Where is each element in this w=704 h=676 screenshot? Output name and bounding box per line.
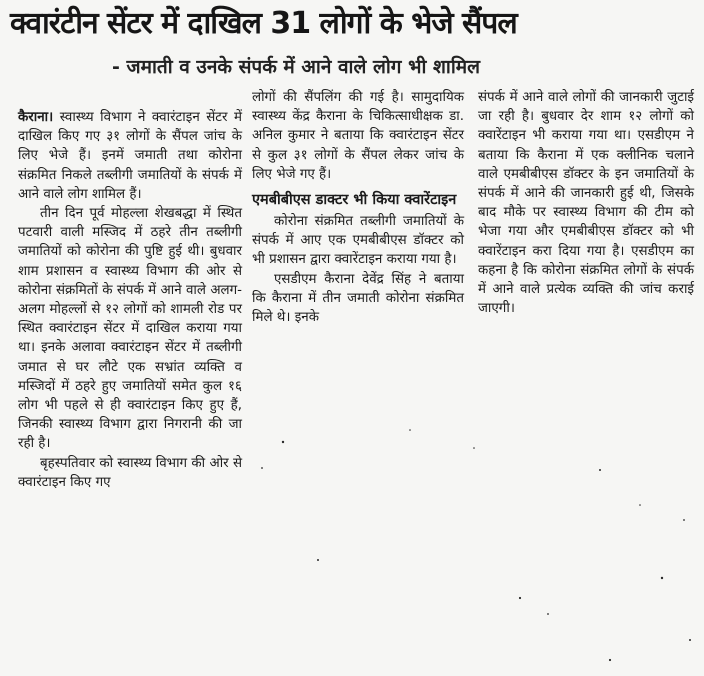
paragraph: एसडीएम कैराना देवेंद्र सिंह ने बताया कि कैराना में तीन जमाती कोरोना संक्रमित मिले थे। इनके [252,271,464,326]
article-column-1 [18,108,242,492]
headline: क्वारंटीन सेंटर में दाखिल 31 लोगों के भेजे सैंपल [10,6,517,41]
article-column-3 [478,88,694,318]
paragraph: कोरोना संक्रमित तब्लीगी जमातियों के संपर्क में आए एक एमबीबीएस डॉक्टर को भी प्रशासन द्वारा क्वारेंटाइन कराया गया है। [252,214,464,268]
paragraph: लोगों की सैंपलिंग की गई है। सामुदायिक स्वास्थ्य केंद्र कैराना के चिकित्साधीक्षक डा. अनिल कुमार ने बताया कि क्वारंटाइन सेंटर से कुल ३१ लोगों के सैंपल लेकर जांच के लिए भेजे गए हैं। [252,90,464,182]
paragraph: बृहस्पतिवार को स्वास्थ्य विभाग की ओर से क्वारंटाइन किए गए [18,455,242,490]
paragraph: तीन दिन पूर्व मोहल्ला शेखबद्धा में स्थित पटवारी वाली मस्जिद में ठहरे तीन तब्लीगी जमातियों को कोरोना की पुष्टि हुई थी। बुधवार शाम प्रशासन व स्वास्थ्य विभाग की ओर से कोरोना संक्रमितों के संपर्क में आने वाले अलग-अलग मोहल्लों से १२ लोगों को शामली रोड पर स्थित क्वारंटाइन सेंटर में दाखिल कराया गया था। इनके अलावा क्वारंटाइन सेंटर में तब्लीगी जमात से घर लौटे एक सभ्रांत व्यक्ति व मस्जिदों में ठहरे हुए जमातियों समेत कुल १६ लोग भी पहले से ही क्वारंटाइन किए हुए हैं, जिनकी स्वास्थ्य विभाग द्वारा निगरानी की जा रही है। [18,206,242,452]
paragraph [18,108,242,204]
article-column-2 [252,88,464,327]
section-subtitle: एमबीबीएस डाक्टर भी किया क्वारेंटाइन [252,192,457,209]
paragraph-text: स्वास्थ्य विभाग ने क्वारंटाइन सेंटर में दाखिल किए गए ३१ लोगों के सैंपल जांच के लिए भेजे हैं। इनमें जमाती तथा कोरोना संक्रमित निकले तब्लीगी जमातियों के संपर्क में आने वाले लोग शामिल हैं। [18,110,242,202]
dateline: कैराना। [18,110,54,125]
subheadline: - जमाती व उनके संपर्क में आने वाले लोग भी शामिल [112,56,480,78]
paragraph: संपर्क में आने वाले लोगों की जानकारी जुटाई जा रही है। बुधवार देर शाम १२ लोगों को क्वारेंटाइन भी कराया गया था। एसडीएम ने बताया कि कैराना में एक क्लीनिक चलाने वाले एमबीबीएस डॉक्टर के इन जमातियों के संपर्क में आने की जानकारी हुई थी, जिसके बाद मौके पर स्वास्थ्य विभाग की टीम को भेजा गया और एमबीबीएस डॉक्टर को भी क्वारेंटाइन करा दिया गया है। एसडीएम का कहना है कि कोरोना संक्रमित लोगों के संपर्क में आने वाले प्रत्येक व्यक्ति की जांच कराई जाएगी। [478,90,694,317]
